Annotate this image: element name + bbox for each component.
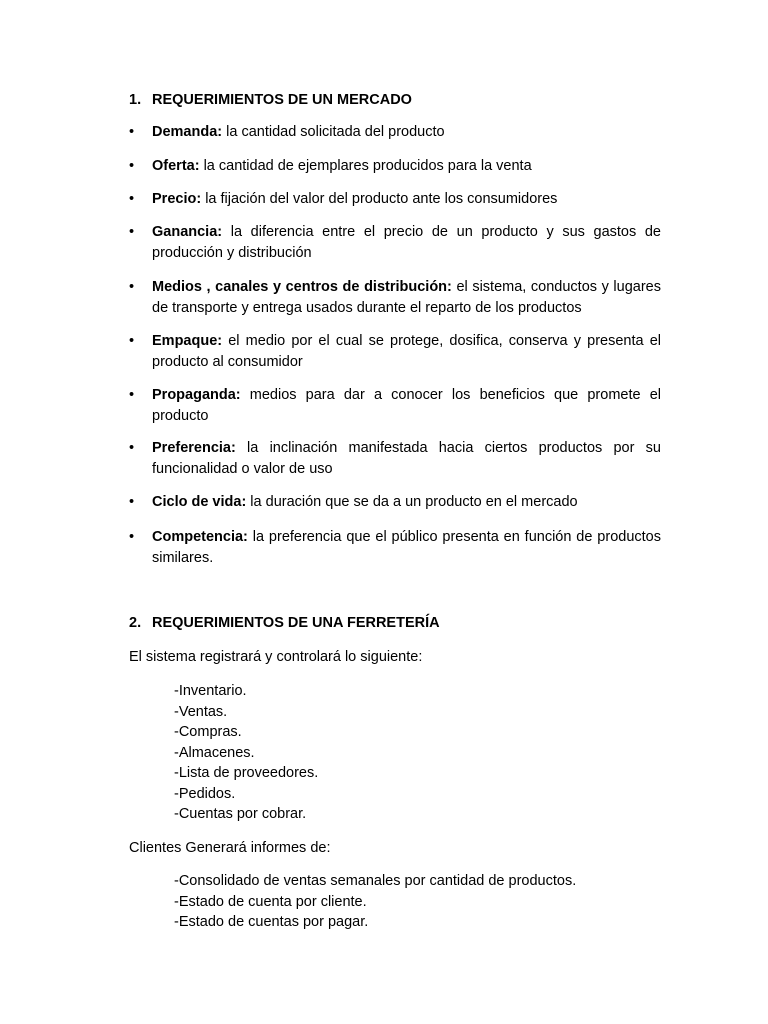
item-text: la inclinación manifestada hacia ciertos productos por su funcionalidad o valor de uso [152,440,661,477]
list-item [129,438,661,480]
bullet-icon: • [129,440,135,456]
bullet-icon: • [129,158,135,174]
item-term: Oferta: [152,158,200,174]
item-text: el sistema, conductos y lugares de transporte y entrega usados durante el reparto de los productos [152,279,661,316]
bullet-icon: • [129,494,135,510]
item-term: Preferencia: [152,440,236,456]
item-term: Precio: [152,191,202,207]
bullet-icon: • [129,333,135,349]
item-term: Ganancia: [152,224,223,240]
list-item [129,122,661,143]
bullet-icon: • [129,224,135,240]
list-item: -Inventario. [174,683,247,699]
item-text: el medio por el cual se protege, dosifica, conserva y presenta el producto al consumidor [152,333,661,370]
list-item [129,189,661,210]
list-item: -Almacenes. [174,744,255,761]
list-item: -Compras. [174,724,242,740]
list-item [129,156,661,177]
system-features-list [174,681,318,825]
reports-list [174,871,576,933]
list-item [129,527,661,569]
bullet-icon: • [129,529,135,545]
section2-intro2: Clientes Generará informes de: [129,840,331,856]
list-item: -Estado de cuenta por cliente. [174,893,367,910]
list-item: -Pedidos. [174,785,236,802]
item-term: Competencia: [152,529,248,545]
list-item: -Ventas. [174,703,228,720]
item-term: Empaque: [152,333,223,349]
item-text: medios para dar a conocer los beneficios que promete el producto [152,387,661,424]
item-text: la diferencia entre el precio de un producto y sus gastos de producción y distribución [152,224,661,261]
section2-number: 2. [129,615,142,631]
item-text: la preferencia que el público presenta en función de productos similares. [152,529,661,566]
list-item [129,222,661,264]
section2-intro: El sistema registrará y controlará lo siguiente: [129,649,423,665]
item-term: Demanda: [152,124,223,140]
list-item: -Cuentas por cobrar. [174,806,307,822]
list-item: -Estado de cuentas por pagar. [174,914,369,930]
section1-title: REQUERIMIENTOS DE UN MERCADO [152,92,412,108]
section1-heading [129,90,669,111]
list-item: -Lista de proveedores. [174,765,319,781]
item-text: la cantidad de ejemplares producidos para la venta [199,158,532,174]
section2-heading [129,613,669,634]
bullet-icon: • [129,387,135,403]
bullet-icon: • [129,279,135,295]
bullet-icon: • [129,124,135,140]
bullet-icon: • [129,191,135,207]
item-text: la cantidad solicitada del producto [222,124,445,140]
section1-number: 1. [129,92,142,108]
item-text: la fijación del valor del producto ante los consumidores [201,191,558,207]
list-item [129,492,661,513]
item-term: Medios , canales y centros de distribución: [152,279,452,295]
item-term: Propaganda: [152,387,241,403]
section2-title: REQUERIMIENTOS DE UNA FERRETERÍA [152,615,440,631]
list-item [129,331,661,373]
list-item: -Consolidado de ventas semanales por cantidad de productos. [174,873,577,889]
item-term: Ciclo de vida: [152,494,247,510]
item-text: la duración que se da a un producto en el mercado [246,494,578,510]
list-item [129,277,661,319]
list-item [129,385,661,427]
